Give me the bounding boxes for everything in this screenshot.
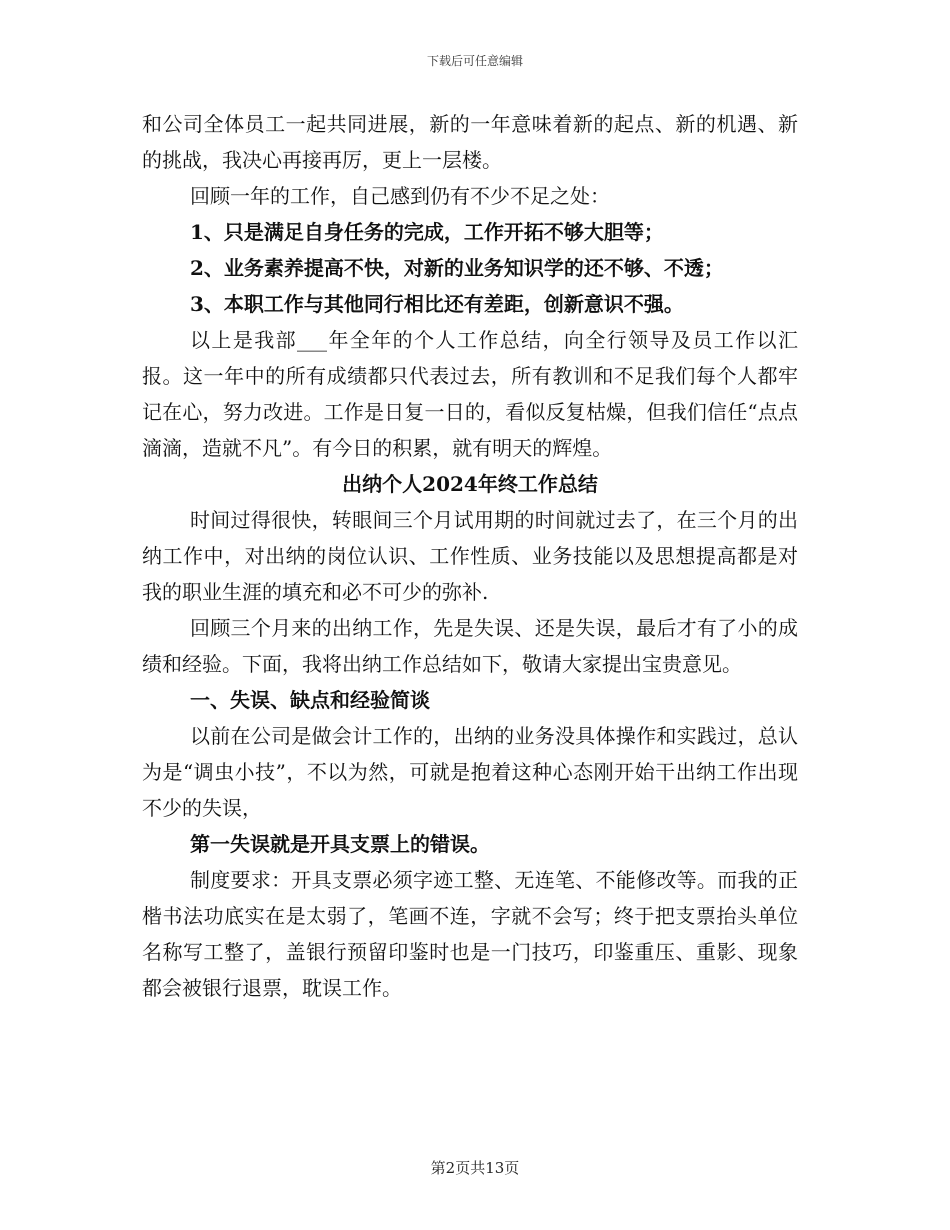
paragraph: 回顾一年的工作，自己感到仍有不少不足之处： bbox=[190, 184, 610, 208]
document-body bbox=[142, 106, 798, 1006]
section-title: 出纳个人2024年终工作总结 bbox=[342, 472, 598, 496]
page-footer: 第2页共13页 bbox=[430, 1159, 520, 1177]
paragraph: 制度要求：开具支票必须字迹工整、无连笔、不能修改等。而我的正楷书法功底实在是太弱了，笔画不连，字就不会写；终于把支票抬头单位名称写工整了，盖银行预留印鉴时也是一门技巧，印鉴重压、重影、现象都会被银行退票，耽误工作。 bbox=[142, 868, 798, 1000]
paragraph: 时间过得很快，转眼间三个月试用期的时间就过去了，在三个月的出纳工作中，对出纳的岗位认识、工作性质、业务技能以及思想提高都是对我的职业生涯的填充和必不可少的弥补. bbox=[142, 508, 798, 604]
paragraph: 和公司全体员工一起共同进展，新的一年意味着新的起点、新的机遇、新的挑战，我决心再接再厉，更上一层楼。 bbox=[142, 112, 798, 172]
paragraph: 以前在公司是做会计工作的，出纳的业务没具体操作和实践过，总认为是“调虫小技”，不以为然，可就是抱着这种心态刚开始干出纳工作出现不少的失误， bbox=[142, 724, 798, 820]
paragraph: 回顾三个月来的出纳工作，先是失误、还是失误，最后才有了小的成绩和经验。下面，我将出纳工作总结如下，敬请大家提出宝贵意见。 bbox=[142, 616, 798, 676]
section-heading: 一、失误、缺点和经验简谈 bbox=[190, 688, 430, 712]
list-item: 3、本职工作与其他同行相比还有差距，创新意识不强。 bbox=[190, 292, 684, 316]
page-header: 下载后可任意编辑 bbox=[426, 54, 523, 68]
subheading: 第一失误就是开具支票上的错误。 bbox=[190, 832, 490, 856]
list-item: 2、业务素养提高不快，对新的业务知识学的还不够、不透； bbox=[190, 256, 724, 280]
paragraph: 以上是我部___年全年的个人工作总结，向全行领导及员工作以汇报。这一年中的所有成绩都只代表过去，所有教训和不足我们每个人都牢记在心，努力改进。工作是日复一日的，看似反复枯燥，但我们信任“点点滴滴，造就不凡”。有今日的积累，就有明天的辉煌。 bbox=[142, 328, 798, 460]
list-item: 1、只是满足自身任务的完成，工作开拓不够大胆等； bbox=[190, 220, 664, 244]
